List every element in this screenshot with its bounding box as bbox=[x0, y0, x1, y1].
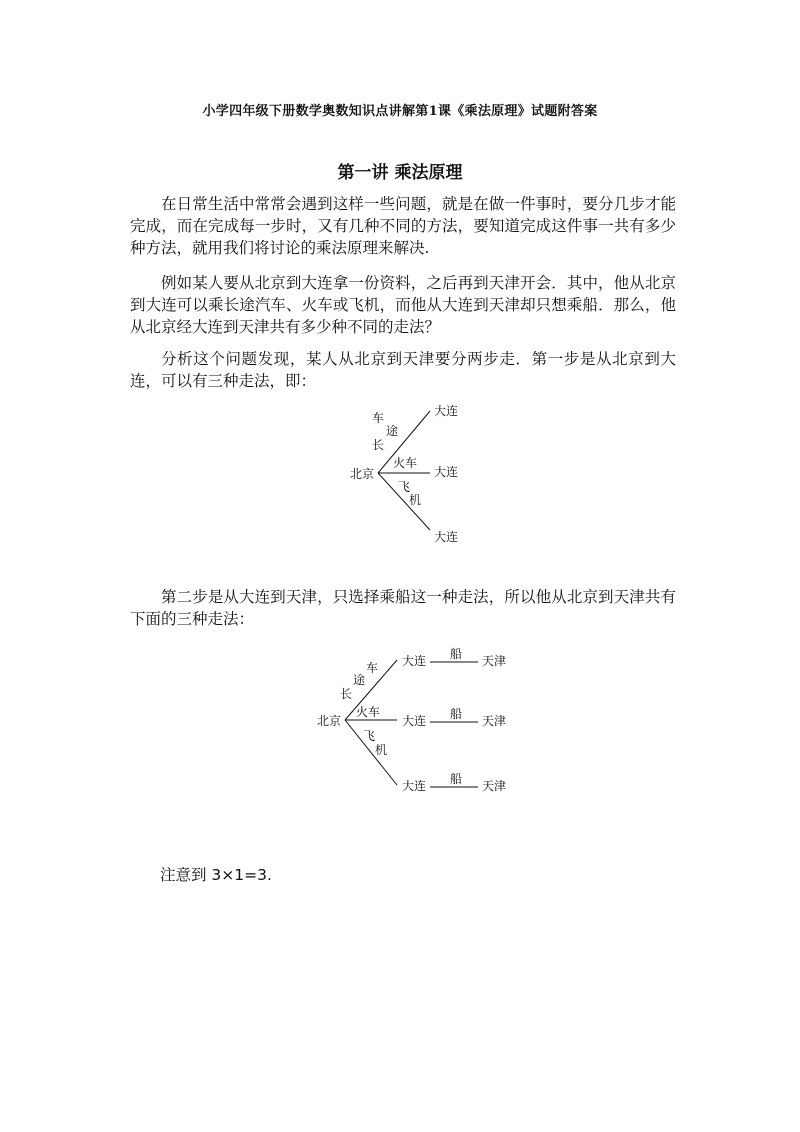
route-bus-char-1: 车 bbox=[366, 661, 379, 675]
destination-dalian: 大连 bbox=[434, 465, 459, 479]
route-plane-char-1: 飞 bbox=[363, 729, 376, 743]
destination-dalian: 大连 bbox=[434, 530, 459, 544]
boat-label: 船 bbox=[450, 772, 463, 786]
paragraph-analysis-step1: 分析这个问题发现，某人从北京到天津要分两步走．第一步是从北京到大连，可以有三种走法，即： bbox=[130, 350, 676, 390]
route-bus-char-3: 长 bbox=[340, 687, 353, 701]
route-train-label: 火车 bbox=[393, 456, 418, 470]
document-title: 小学四年级下册数学奥数知识点讲解第1课《乘法原理》试题附答案 bbox=[202, 104, 598, 119]
route-plane-char-2: 机 bbox=[409, 493, 422, 507]
origin-beijing-label: 北京 bbox=[317, 714, 342, 728]
route-bus-char-1: 车 bbox=[372, 411, 385, 425]
paragraph-analysis-step2: 第二步是从大连到天津，只选择乘船这一种走法，所以他从北京到天津共有下面的三种走法： bbox=[130, 588, 676, 628]
midpoint-dalian: 大连 bbox=[402, 714, 427, 728]
route-bus-char-3: 长 bbox=[372, 438, 385, 452]
origin-beijing-label: 北京 bbox=[350, 467, 375, 481]
destination-dalian: 大连 bbox=[434, 404, 459, 418]
boat-label: 船 bbox=[450, 707, 463, 721]
route-plane-char-2: 机 bbox=[375, 743, 388, 757]
midpoint-dalian: 大连 bbox=[402, 779, 427, 793]
lesson-title: 第一讲 乘法原理 bbox=[337, 163, 463, 183]
paragraph-intro: 在日常生活中常常会遇到这样一些问题，就是在做一件事时，要分几步才能完成，而在完成每一步时，又有几种不同的方法，要知道完成这件事一共有多少种方法，就用我们将讨论的乘法原理来解决. bbox=[130, 195, 676, 257]
paragraph-example: 例如某人要从北京到大连拿一份资料，之后再到天津开会．其中，他从北京到大连可以乘长途汽车、火车或飞机，而他从大连到天津却只想乘船．那么，他从北京经大连到天津共有多少种不同的走法？ bbox=[130, 274, 676, 336]
final-tianjin: 天津 bbox=[482, 779, 507, 793]
route-bus-char-2: 途 bbox=[353, 673, 366, 687]
midpoint-dalian: 大连 bbox=[402, 654, 427, 668]
note-multiplication: 注意到 3×1=3. bbox=[160, 866, 272, 884]
boat-label: 船 bbox=[450, 647, 463, 661]
route-train-label: 火车 bbox=[356, 705, 381, 719]
route-bus-char-2: 途 bbox=[386, 424, 399, 438]
final-tianjin: 天津 bbox=[482, 714, 507, 728]
final-tianjin: 天津 bbox=[482, 654, 507, 668]
route-plane-char-1: 飞 bbox=[398, 480, 411, 494]
